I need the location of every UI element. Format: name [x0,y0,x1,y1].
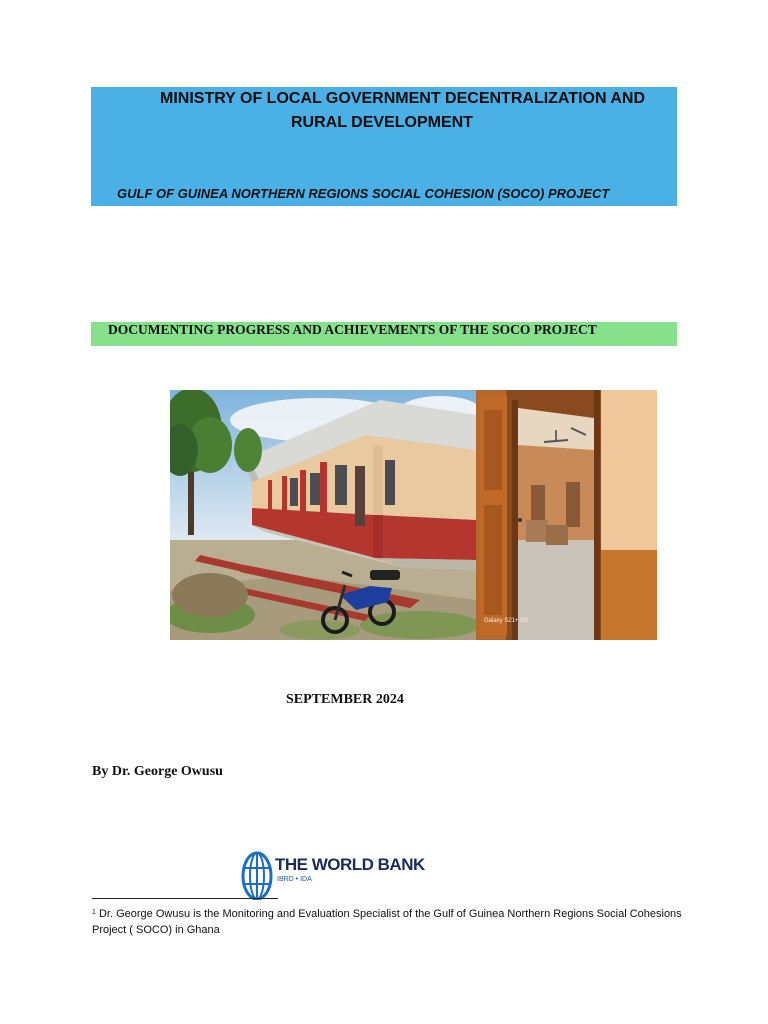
world-bank-name: THE WORLD BANK [275,855,425,874]
world-bank-logo [241,850,425,900]
ministry-line-1: MINISTRY OF LOCAL GOVERNMENT DECENTRALIZATION AND [160,90,646,107]
project-name: GULF OF GUINEA NORTHERN REGIONS SOCIAL COHESION (SOCO) PROJECT [117,186,610,201]
globe-icon [241,850,275,900]
footnote [92,906,682,938]
photo-caption: Galaxy S21+ 5G [484,618,529,624]
footnote-marker: 1 [92,909,96,916]
ministry-line-2: RURAL DEVELOPMENT [291,114,473,131]
ministry-banner [91,87,677,206]
report-date: SEPTEMBER 2024 [286,692,404,707]
footnote-text: Dr. George Owusu is the Monitoring and Evaluation Specialist of the Gulf of Guinea Northern Regions Social Cohesions Project ( SOCO) in Ghana [92,908,682,936]
report-title: DOCUMENTING PROGRESS AND ACHIEVEMENTS OF THE SOCO PROJECT [108,322,597,337]
world-bank-subtitle: IBRD • IDA [277,876,312,883]
classroom-doorway-photo [476,390,657,640]
footnote-separator [92,898,278,899]
school-building-photo [170,390,476,640]
report-title-banner [91,322,677,346]
report-author: By Dr. George Owusu [92,764,223,779]
